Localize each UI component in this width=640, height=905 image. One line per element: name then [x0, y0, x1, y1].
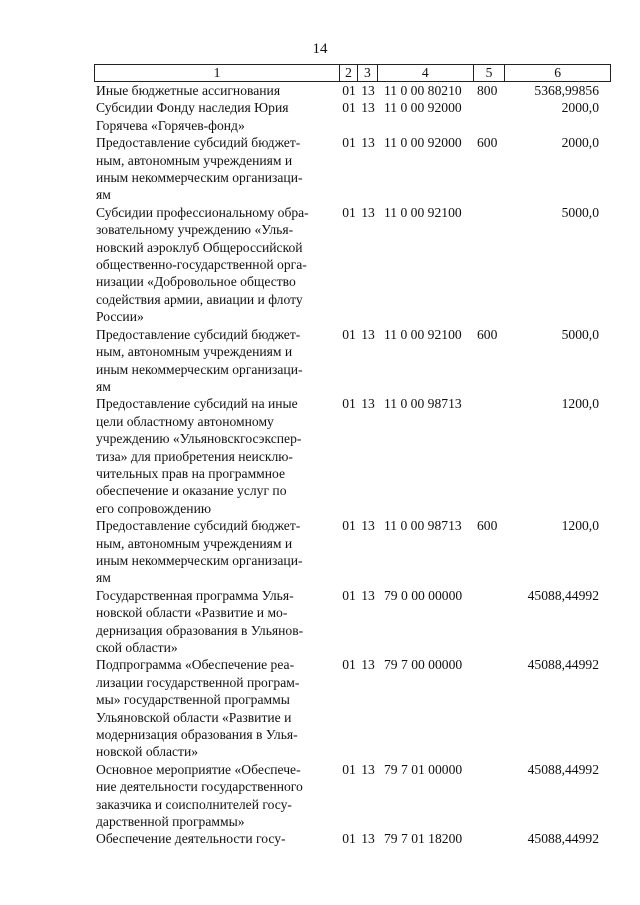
row-expense-type	[474, 204, 506, 326]
description-line: содействия армии, авиации и флоту	[96, 291, 303, 307]
description-line: Подпрограмма «Обеспечение реа-	[96, 657, 295, 673]
row-description	[94, 82, 340, 99]
row-subsection-code: 13	[361, 587, 375, 603]
row-amount: 45088,44992	[527, 831, 599, 847]
page-number: 14	[312, 41, 328, 57]
description-line: учреждению «Ульяновскгосэкспер-	[96, 431, 302, 447]
row-target-article: 11 0 00 80210	[384, 83, 462, 98]
row-expense-type: 600	[477, 326, 498, 342]
row-description	[94, 517, 340, 587]
table-body	[94, 82, 611, 848]
row-description	[94, 99, 340, 134]
description-line: Иные бюджетные ассигнования	[96, 83, 281, 98]
row-target-article: 79 7 01 00000	[384, 761, 463, 777]
row-section-code: 01	[342, 204, 356, 220]
row-target-article: 11 0 00 92100	[384, 326, 462, 342]
row-expense-type	[474, 830, 506, 847]
description-line: новской области «Развитие и мо-	[96, 605, 288, 621]
row-target-article: 11 0 00 98713	[384, 396, 462, 412]
row-subsection-code: 13	[361, 396, 375, 412]
row-section-code: 01	[342, 657, 356, 673]
description-line: Субсидии Фонду наследия Юрия	[96, 100, 289, 116]
description-line: дернизация образования в Ульянов-	[96, 622, 304, 638]
description-line: модернизация образования в Улья-	[96, 727, 298, 743]
row-section-code: 01	[342, 100, 356, 116]
row-subsection-code: 13	[361, 518, 375, 534]
description-line: его сопровождению	[96, 500, 211, 516]
description-line: иным некоммерческим организаци-	[96, 552, 303, 568]
description-line: дарственной программы»	[96, 814, 245, 830]
table-row	[94, 134, 611, 204]
row-section-code: 01	[342, 135, 356, 151]
row-subsection-code: 13	[361, 761, 375, 777]
row-section-code: 01	[342, 587, 356, 603]
description-line: зовательному учреждению «Улья-	[96, 222, 294, 238]
table-row	[94, 761, 611, 831]
row-section-code: 01	[342, 831, 356, 847]
row-amount: 1200,0	[561, 518, 599, 534]
description-line: Предоставление субсидий бюджет-	[96, 326, 301, 342]
row-expense-type: 800	[477, 83, 498, 98]
table-row	[94, 99, 611, 134]
description-line: обеспечение и оказание услуг по	[96, 483, 287, 499]
description-line: иным некоммерческим организаци-	[96, 170, 303, 186]
description-line: России»	[96, 309, 144, 325]
description-line: ям	[96, 187, 111, 203]
row-amount: 2000,0	[561, 135, 599, 151]
row-expense-type	[474, 761, 506, 831]
row-amount: 5000,0	[561, 326, 599, 342]
row-target-article: 79 7 00 00000	[384, 657, 463, 673]
row-amount: 45088,44992	[527, 761, 599, 777]
row-expense-type	[474, 99, 506, 134]
row-expense-type: 600	[477, 135, 498, 151]
description-line: цели областному автономному	[96, 413, 274, 429]
row-subsection-code: 13	[361, 657, 375, 673]
description-line: заказчика и соисполнителей госу-	[96, 796, 292, 812]
description-line: Основное мероприятие «Обеспече-	[96, 761, 301, 777]
row-amount: 1200,0	[561, 396, 599, 412]
description-line: Субсидии профессиональному обра-	[96, 204, 309, 220]
budget-table	[94, 64, 611, 848]
row-target-article: 11 0 00 92000	[384, 100, 462, 116]
description-line: ской области»	[96, 640, 178, 655]
row-amount: 2000,0	[561, 100, 599, 116]
row-subsection-code: 13	[361, 204, 375, 220]
row-subsection-code: 13	[361, 83, 375, 98]
description-line: Предоставление субсидий бюджет-	[96, 135, 301, 151]
row-amount: 45088,44992	[527, 587, 599, 603]
row-subsection-code: 13	[361, 135, 375, 151]
row-section-code: 01	[342, 326, 356, 342]
table-row	[94, 517, 611, 587]
description-line: Государственная программа Улья-	[96, 587, 294, 603]
row-amount: 5368,99856	[534, 83, 599, 98]
row-subsection-code: 13	[361, 831, 375, 847]
row-description	[94, 830, 340, 847]
row-section-code: 01	[342, 518, 356, 534]
description-line: Предоставление субсидий бюджет-	[96, 518, 301, 534]
row-amount: 45088,44992	[527, 657, 599, 673]
row-subsection-code: 13	[361, 326, 375, 342]
header-col-4: 4	[378, 65, 474, 81]
description-line: низации «Добровольное общество	[96, 274, 296, 290]
description-line: иным некоммерческим организаци-	[96, 361, 303, 377]
description-line: чительных прав на программное	[96, 465, 286, 481]
row-expense-type	[474, 587, 506, 657]
row-section-code: 01	[342, 396, 356, 412]
row-target-article: 11 0 00 92100	[384, 204, 462, 220]
description-line: Предоставление субсидий на иные	[96, 396, 298, 412]
row-description	[94, 587, 340, 657]
description-line: тиза» для приобретения неисклю-	[96, 448, 293, 464]
row-description	[94, 395, 340, 517]
description-line: новский аэроклуб Общероссийской	[96, 239, 303, 255]
row-description	[94, 326, 340, 396]
table-row	[94, 830, 611, 847]
header-col-3: 3	[358, 65, 378, 81]
row-expense-type	[474, 395, 506, 517]
description-line: лизации государственной програм-	[96, 674, 300, 690]
row-target-article: 11 0 00 92000	[384, 135, 462, 151]
table-row	[94, 82, 611, 99]
row-description	[94, 656, 340, 760]
row-subsection-code: 13	[361, 100, 375, 116]
table-row	[94, 204, 611, 326]
row-description	[94, 134, 340, 204]
row-target-article: 79 7 01 18200	[384, 831, 463, 847]
table-row	[94, 326, 611, 396]
row-target-article: 79 0 00 00000	[384, 587, 463, 603]
description-line: общественно-государственной орга-	[96, 257, 307, 273]
header-col-6: 6	[554, 65, 562, 80]
description-line: ным, автономным учреждениям и	[96, 344, 293, 360]
description-line: ным, автономным учреждениям и	[96, 535, 293, 551]
description-line: Горячева «Горячев-фонд»	[96, 117, 245, 133]
description-line: ным, автономным учреждениям и	[96, 152, 293, 168]
description-line: Обеспечение деятельности госу-	[96, 831, 286, 847]
description-line: новской области»	[96, 744, 199, 760]
row-section-code: 01	[342, 83, 356, 98]
description-line: ям	[96, 570, 111, 586]
description-line: мы» государственной программы	[96, 692, 290, 708]
table-row	[94, 395, 611, 517]
description-line: ям	[96, 378, 111, 394]
description-line: Ульяновской области «Развитие и	[96, 709, 292, 725]
header-col-5: 5	[474, 65, 506, 81]
description-line: ние деятельности государственного	[96, 779, 303, 795]
header-col-1: 1	[95, 65, 340, 81]
header-col-2: 2	[340, 65, 358, 81]
row-description	[94, 761, 340, 831]
row-expense-type: 600	[477, 518, 498, 534]
row-expense-type	[474, 656, 506, 760]
row-amount: 5000,0	[561, 204, 599, 220]
row-target-article: 11 0 00 98713	[384, 518, 462, 534]
row-section-code: 01	[342, 761, 356, 777]
table-row	[94, 656, 611, 760]
table-row	[94, 587, 611, 657]
row-description	[94, 204, 340, 326]
table-header	[94, 64, 611, 82]
